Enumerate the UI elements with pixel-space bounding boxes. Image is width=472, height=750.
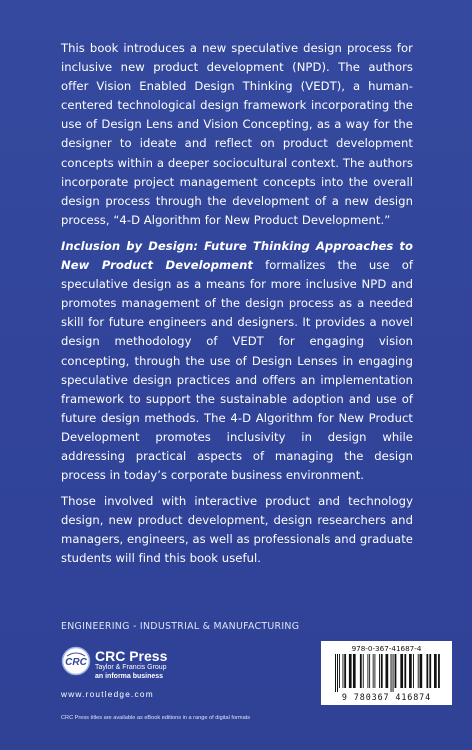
- blurb-paragraph-3: Those involved with interactive product and technology design, new product development, design researchers and managers, engineers, as well as professionals and graduate students will find this book useful.: [61, 494, 413, 566]
- publisher-tagline: an informa business: [95, 673, 164, 680]
- barcode-bar: [386, 654, 389, 688]
- barcode-bar: [360, 654, 362, 688]
- barcode-bar: [395, 654, 397, 688]
- barcode-bar: [434, 654, 437, 688]
- barcode-bar: [369, 654, 370, 688]
- barcode-icon: [333, 654, 440, 692]
- crc-press-logo-icon: [61, 646, 91, 676]
- barcode-bar: [381, 654, 383, 688]
- isbn-barcode: [321, 641, 452, 705]
- barcode-bar: [379, 654, 380, 688]
- barcode-bar: [374, 654, 375, 688]
- barcode-bar: [426, 654, 428, 688]
- barcode-bar: [363, 654, 364, 688]
- blurb-paragraph-2: [61, 237, 413, 485]
- crc-logo-text: CRC: [65, 657, 87, 668]
- barcode-bar: [373, 654, 374, 688]
- publisher-group: Taylor & Francis Group: [95, 664, 167, 671]
- publisher-name: CRC Press: [95, 648, 168, 664]
- barcode-bar: [339, 654, 340, 688]
- barcode-bar: [337, 654, 338, 692]
- barcode-bar: [418, 654, 419, 688]
- barcode-bar: [400, 654, 403, 688]
- subject-category: ENGINEERING - INDUSTRIAL & MANUFACTURING: [61, 621, 300, 632]
- publisher-block: [61, 646, 301, 706]
- barcode-bar: [420, 654, 423, 688]
- barcode-bar: [343, 654, 344, 688]
- barcode-bar: [413, 654, 414, 688]
- barcode-bar: [409, 654, 412, 688]
- barcode-bar: [349, 654, 352, 688]
- barcode-bar: [344, 654, 346, 688]
- isbn-number: 978-0-367-41687-4: [351, 644, 422, 653]
- publisher-website[interactable]: www.routledge.com: [61, 689, 154, 699]
- book-title-inline: Inclusion by Design: Future Thinking Approaches to New Product Development: [61, 238, 413, 273]
- barcode-bar: [353, 654, 356, 688]
- barcode-bar: [404, 654, 406, 688]
- barcode-bar: [429, 654, 431, 688]
- blurb-paragraph-1: This book introduces a new speculative design process for inclusive new product development (NPD). The authors offer Vision Enabled Design Thinking (VEDT), a human-centered technological design framework incorporating the use of Design Lens and Vision Concepting, as a way for the designer to ideate and reflect on product development concepts within a deeper sociocultural context. The authors incorporate project management concepts into the overall design process through the development of a new design process, “4-D Algorithm for New Product Development.”: [61, 41, 413, 227]
- barcode-bar: [335, 654, 336, 692]
- barcode-bar: [393, 654, 394, 692]
- barcode-bar: [367, 654, 368, 688]
- blurb: [61, 39, 413, 576]
- ebook-availability-note: CRC Press titles are available as eBook editions in a range of digital formats: [61, 715, 251, 721]
- barcode-bar: [438, 654, 440, 688]
- barcode-bar: [391, 654, 392, 692]
- barcode-digits: 9 780367 416874: [341, 692, 432, 702]
- blurb-paragraph-2-text: formalizes the use of speculative design as a means for more inclusive NPD and promotes management of the design process as a needed skill for future engineers and designers. It provides a novel design methodology of VEDT for engaging vision concepting, through the use of Design Lenses in engaging speculative design practices and offers an implementation framework to support the sustainable adoption and use of future design methods. The 4-D Algorithm for New Product Development promotes inclusivity in design while addressing practical aspects of managing the design process in today’s corporate business environment.: [61, 258, 413, 483]
